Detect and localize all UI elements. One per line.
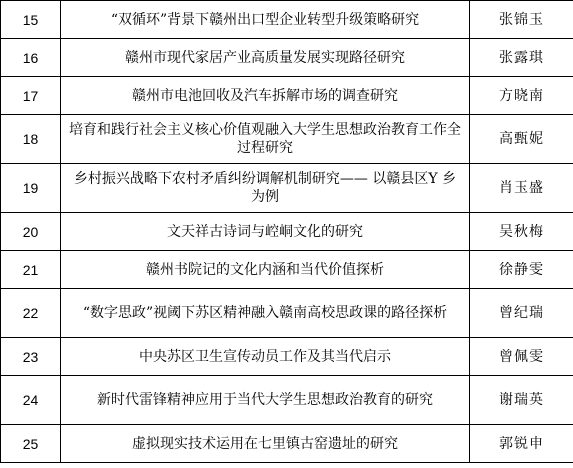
person-name: 郭锐申 (470, 425, 573, 463)
table-row (1, 289, 573, 338)
person-name: 张露琪 (470, 39, 573, 77)
row-number: 24 (1, 376, 61, 425)
project-title: 虚拟现实技术运用在七里镇古窑遗址的研究 (61, 425, 470, 463)
row-number: 18 (1, 115, 61, 164)
table-row (1, 338, 573, 376)
project-title: 赣州书院记的文化内涵和当代价值探析 (61, 251, 470, 289)
table-body (1, 1, 573, 463)
person-name: 方晓南 (470, 77, 573, 115)
project-title: 赣州市现代家居产业高质量发展实现路径研究 (61, 39, 470, 77)
table-row (1, 115, 573, 164)
project-title: 培育和践行社会主义核心价值观融入大学生思想政治教育工作全过程研究 (61, 115, 470, 164)
person-name: 高甄妮 (470, 115, 573, 164)
row-number: 23 (1, 338, 61, 376)
project-title: “数字思政”视阈下苏区精神融入赣南高校思政课的路径探析 (61, 289, 470, 338)
project-title: 新时代雷锋精神应用于当代大学生思想政治教育的研究 (61, 376, 470, 425)
table-row (1, 425, 573, 463)
table-row (1, 164, 573, 213)
table-row (1, 77, 573, 115)
project-title: 中央苏区卫生宣传动员工作及其当代启示 (61, 338, 470, 376)
person-name: 吴秋梅 (470, 213, 573, 251)
person-name: 曾佩雯 (470, 338, 573, 376)
row-number: 19 (1, 164, 61, 213)
person-name: 张锦玉 (470, 1, 573, 39)
project-title: 文天祥古诗词与崆峒文化的研究 (61, 213, 470, 251)
person-name: 谢瑞英 (470, 376, 573, 425)
table-row (1, 376, 573, 425)
project-title: 乡村振兴战略下农村矛盾纠纷调解机制研究—— 以赣县区Y 乡为例 (61, 164, 470, 213)
project-title: 赣州市电池回收及汽车拆解市场的调查研究 (61, 77, 470, 115)
table-row (1, 1, 573, 39)
table-row (1, 213, 573, 251)
person-name: 徐静雯 (470, 251, 573, 289)
row-number: 17 (1, 77, 61, 115)
row-number: 15 (1, 1, 61, 39)
table-row (1, 251, 573, 289)
row-number: 25 (1, 425, 61, 463)
row-number: 20 (1, 213, 61, 251)
row-number: 16 (1, 39, 61, 77)
person-name: 曾纪瑞 (470, 289, 573, 338)
row-number: 22 (1, 289, 61, 338)
project-title: “双循环”背景下赣州出口型企业转型升级策略研究 (61, 1, 470, 39)
row-number: 21 (1, 251, 61, 289)
table-row (1, 39, 573, 77)
person-name: 肖玉盛 (470, 164, 573, 213)
